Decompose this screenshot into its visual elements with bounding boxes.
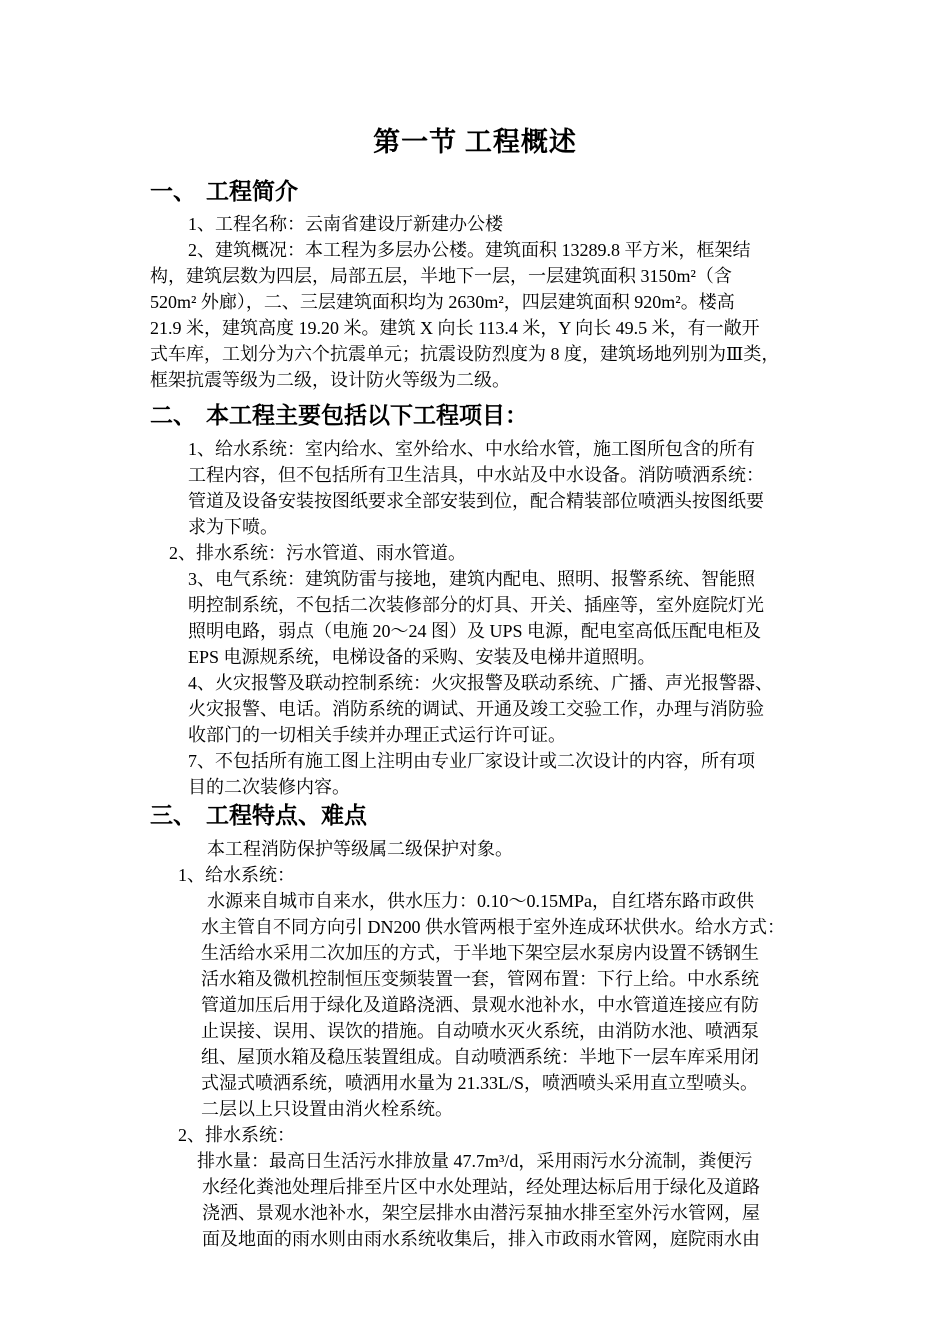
heading-text: 工程特点、难点 — [206, 803, 367, 828]
text-line: 2、建筑概况：本工程为多层办公楼。建筑面积 13289.8 平方米，框架结 — [188, 240, 751, 260]
text-line: 2、排水系统： — [178, 1125, 295, 1145]
text-line: 1、工程名称：云南省建设厅新建办公楼 — [188, 214, 503, 234]
text-line: 组、屋顶水箱及稳压装置组成。自动喷洒系统：半地下一层车库采用闭 — [201, 1047, 759, 1067]
heading-project-items — [150, 397, 528, 430]
text-line: 管道加压后用于绿化及道路浇洒、景观水池补水，中水管道连接应有防 — [201, 995, 759, 1015]
text-line: 21.9 米，建筑高度 19.20 米。建筑 X 向长 113.4 米，Y 向长 49.5 米，有一敞开 — [150, 318, 760, 338]
text-line: 1、给水系统：室内给水、室外给水、中水给水管，施工图所包含的所有 — [188, 439, 755, 459]
text-line: 止误接、误用、误饮的措施。自动喷水灭火系统，由消防水池、喷洒泵 — [201, 1021, 759, 1041]
text-line: 1、给水系统： — [178, 865, 295, 885]
text-line: 式湿式喷洒系统，喷洒用水量为 21.33L/S，喷洒喷头采用直立型喷头。 — [201, 1073, 759, 1093]
section-title: 第一节 工程概述 — [373, 127, 577, 157]
text-line: 520m² 外廊），二、三层建筑面积均为 2630m²，四层建筑面积 920m²。楼高 — [150, 292, 735, 312]
heading-number: 一、 — [150, 179, 196, 204]
text-line: 管道及设备安装按图纸要求全部安装到位，配合精装部位喷洒头按图纸要 — [188, 491, 764, 511]
heading-features-difficulties — [150, 797, 367, 830]
text-line: 式车库，工划分为六个抗震单元；抗震设防烈度为 8 度，建筑场地列别为Ⅲ类， — [150, 344, 780, 364]
text-line: 求为下喷。 — [188, 517, 278, 537]
text-line: 2、排水系统：污水管道、雨水管道。 — [169, 543, 466, 563]
text-line: 7、不包括所有施工图上注明由专业厂家设计或二次设计的内容，所有项 — [188, 751, 755, 771]
text-line: 水源来自城市自来水，供水压力：0.10～0.15MPa，自红塔东路市政供 — [207, 891, 755, 911]
heading-number: 二、 — [150, 403, 196, 428]
text-line: 照明电路，弱点（电施 20～24 图）及 UPS 电源，配电室高低压配电柜及 — [188, 621, 762, 641]
text-line: 火灾报警、电话。消防系统的调试、开通及竣工交验工作，办理与消防验 — [188, 699, 764, 719]
text-line: 水主管自不同方向引 DN200 供水管两根于室外连成环状供水。给水方式： — [201, 917, 785, 937]
text-line: 目的二次装修内容。 — [188, 777, 350, 797]
text-line: 水经化粪池处理后排至片区中水处理站，经处理达标后用于绿化及道路 — [202, 1177, 760, 1197]
text-line: 工程内容，但不包括所有卫生洁具，中水站及中水设备。消防喷洒系统： — [188, 465, 764, 485]
text-line: 本工程消防保护等级属二级保护对象。 — [207, 839, 513, 859]
text-line: 构，建筑层数为四层，局部五层，半地下一层，一层建筑面积 3150m²（含 — [150, 266, 732, 286]
heading-text: 本工程主要包括以下工程项目： — [206, 403, 528, 428]
text-line: 面及地面的雨水则由雨水系统收集后，排入市政雨水管网，庭院雨水由 — [202, 1229, 760, 1249]
text-line: EPS 电源规系统，电梯设备的采购、安装及电梯井道照明。 — [188, 647, 656, 667]
heading-project-intro — [150, 173, 298, 206]
text-line: 浇洒、景观水池补水，架空层排水由潜污泵抽水排至室外污水管网，屋 — [202, 1203, 760, 1223]
text-line: 明控制系统，不包括二次装修部分的灯具、开关、插座等，室外庭院灯光 — [188, 595, 764, 615]
text-line: 排水量：最高日生活污水排放量 47.7m³/d，采用雨污水分流制，粪便污 — [197, 1151, 753, 1171]
text-line: 生活给水采用二次加压的方式，于半地下架空层水泵房内设置不锈钢生 — [201, 943, 759, 963]
text-line: 4、火灾报警及联动控制系统：火灾报警及联动系统、广播、声光报警器、 — [188, 673, 773, 693]
text-line: 3、电气系统：建筑防雷与接地，建筑内配电、照明、报警系统、智能照 — [188, 569, 755, 589]
text-line: 活水箱及微机控制恒压变频装置一套，管网布置：下行上给。中水系统 — [201, 969, 759, 989]
text-line: 框架抗震等级为二级，设计防火等级为二级。 — [150, 370, 510, 390]
text-line: 收部门的一切相关手续并办理正式运行许可证。 — [188, 725, 566, 745]
text-line: 二层以上只设置由消火栓系统。 — [201, 1099, 453, 1119]
heading-text: 工程简介 — [206, 179, 298, 204]
heading-number: 三、 — [150, 803, 196, 828]
